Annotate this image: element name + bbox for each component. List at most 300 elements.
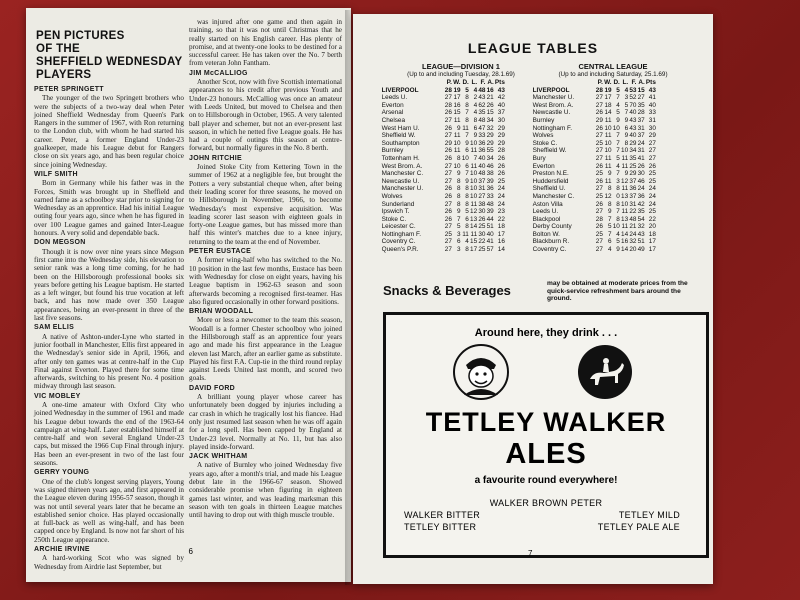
player-name: VIC MOBLEY (34, 392, 81, 400)
table-row (381, 185, 505, 193)
stat-cell: 32 (629, 238, 637, 246)
stat-cell: 11 (604, 162, 612, 170)
stat-cell: 11 (604, 154, 612, 162)
stat-cell: 24 (497, 200, 505, 208)
stat-cell: 19 (453, 86, 461, 94)
stat-cell: 25 (648, 208, 656, 216)
advert-headline: Around here, they drink . . . (474, 327, 618, 339)
stat-cell: 8 (616, 185, 620, 193)
stat-cell: 33 (648, 109, 656, 117)
beer-name: WALKER BROWN PETER (489, 498, 603, 508)
header-cell: A. (487, 79, 494, 86)
team-name: Newcastle U. (381, 177, 420, 185)
stat-cell: 26 (595, 177, 603, 185)
title-line: OF THE (36, 43, 80, 55)
table-row (532, 193, 656, 201)
title-line: SHEFFIELD WEDNESDAY (36, 56, 183, 68)
stat-cell: 27 (444, 162, 452, 170)
stat-cell: 26 (444, 208, 452, 216)
page-number: 7 (528, 549, 533, 558)
stat-cell: 13 (470, 215, 478, 223)
table-row (532, 163, 656, 171)
stat-cell: 29 (497, 139, 505, 147)
stat-cell: 26 (444, 192, 452, 200)
stat-cell: 47 (478, 124, 486, 132)
stat-cell: 11 (470, 200, 478, 208)
table-row (381, 231, 505, 239)
player-bio: A native of Ashton-under-Lyne who started in junior football in Manchester, Ellis first appeared in the Wednesday's senior side in April, 1966, and after only ten games was at centre-half in the Cup Final against Everton. Played there for some time afterwards, switching to his present No. 4 position midway through last season. (34, 332, 184, 391)
player-bio: A hard-working Scot who was signed by Wednesday from Airdrie last September, but (34, 554, 184, 571)
page-number: 6 (188, 547, 193, 556)
player-name: ARCHIE IRVINE (34, 546, 90, 554)
table-row (532, 132, 656, 140)
stat-cell: 9 (616, 246, 620, 254)
stat-cell: 11 (453, 132, 461, 140)
team-name: Coventry C. (532, 246, 567, 254)
table-row (532, 140, 656, 148)
stat-cell: 34 (486, 154, 494, 162)
stat-cell: 27 (444, 170, 452, 178)
stat-cell: 8 (465, 223, 469, 231)
stat-cell: 18 (497, 223, 505, 231)
table-row (381, 140, 505, 148)
stat-cell: 8 (465, 246, 469, 254)
team-name: Aston Villa (532, 200, 563, 208)
stat-cell: 7 (465, 109, 469, 117)
team-name: Preston N.E. (532, 170, 569, 178)
stat-cell: 14 (470, 223, 478, 231)
table-row (532, 238, 656, 246)
stat-cell: 35 (637, 208, 645, 216)
team-name: Bury (532, 154, 546, 162)
stat-cell: 10 (604, 147, 612, 155)
text-column-a (34, 18, 184, 572)
header-cell (381, 79, 444, 87)
stat-cell: 52 (629, 94, 637, 102)
header-cell: L. (471, 79, 478, 86)
stat-cell: 9 (624, 170, 629, 178)
stat-cell: 43 (497, 86, 505, 94)
stat-cell: 26 (637, 162, 645, 170)
table-row (532, 170, 656, 178)
beer-name: TETLEY PALE ALE (597, 522, 680, 532)
player-name: JACK WHITHAM (189, 453, 248, 461)
stat-cell: 3 (456, 246, 461, 254)
header-cell: D. (462, 79, 469, 86)
team-name: Queen's P.R. (381, 246, 419, 254)
stat-cell: 18 (648, 230, 656, 238)
stat-cell: 15 (453, 109, 461, 117)
stat-cell: 48 (486, 200, 494, 208)
stat-cell: 7 (616, 208, 620, 216)
stat-cell: 38 (486, 170, 494, 178)
table-row (532, 87, 656, 95)
stat-cell: 24 (648, 192, 656, 200)
stat-cell: 6 (456, 238, 461, 246)
stat-cell: 4 (616, 230, 620, 238)
stat-cell: 25 (478, 246, 486, 254)
stat-cell: 26 (648, 162, 656, 170)
stat-cell: 4 (616, 101, 620, 109)
team-name: Newcastle U. (532, 109, 571, 117)
stat-cell: 25 (595, 139, 603, 147)
table-row (381, 170, 505, 178)
player-bio: A brilliant young player whose career has unfortunately been dogged by injuries including a car crash in which he tragically lost his fiancee. Had only just resumed last season when he was off again for a long spell. Has been capped by England at Under-23 level. Normally at No. 11, but has also played inside-forward. (189, 393, 342, 451)
player-name: SAM ELLIS (34, 324, 75, 332)
table-row (381, 147, 505, 155)
text-column-b (189, 18, 342, 521)
stat-cell: 16 (621, 238, 629, 246)
central-league-table (532, 62, 694, 254)
standings-table (532, 79, 656, 254)
stat-cell: 38 (478, 200, 486, 208)
team-name: Manchester U. (381, 185, 424, 193)
stat-cell: 48 (478, 170, 486, 178)
stat-cell: 24 (497, 185, 505, 193)
stat-cell: 9 (473, 132, 478, 140)
stat-cell: 11 (470, 162, 478, 170)
player-name: WILF SMITH (34, 170, 78, 178)
stat-cell: 30 (478, 208, 486, 216)
stat-cell: 8 (465, 200, 469, 208)
stat-cell: 17 (648, 246, 656, 254)
stat-cell: 30 (648, 124, 656, 132)
stat-cell: 15 (637, 86, 645, 94)
tetley-walker-advert (383, 312, 709, 558)
stat-cell: 9 (607, 208, 612, 216)
stat-cell: 29 (486, 139, 494, 147)
player-bio: More or less a newcomer to the team this season, Woodall is a former Chester schoolboy who joined the Hillsborough staff as an apprentice four years ago and made his first appearance in the League eleven last March, after an earlier game as substitute. Played his first F.A. Cup-tie in the third round replay against Leeds United last month, and scored two goals. (189, 316, 342, 383)
stat-cell: 24 (648, 200, 656, 208)
stat-cell: 21 (629, 223, 637, 231)
stat-cell: 10 (604, 124, 612, 132)
stat-cell: 16 (453, 101, 461, 109)
stat-cell: 29 (648, 132, 656, 140)
team-name: Manchester U. (532, 94, 575, 102)
snacks-notice (383, 280, 693, 308)
stat-cell: 20 (648, 223, 656, 231)
player-profiles-b (189, 18, 342, 520)
stat-cell: 42 (497, 94, 505, 102)
table-row (381, 223, 505, 231)
stat-cell: 20 (629, 246, 637, 254)
stat-cell: 40 (497, 101, 505, 109)
stat-cell: 27 (595, 154, 603, 162)
stat-cell: 10 (612, 124, 620, 132)
stat-cell: 28 (637, 109, 645, 117)
team-name: Sheffield W. (532, 147, 567, 155)
stat-cell: 9 (624, 116, 629, 124)
stat-cell: 7 (616, 147, 620, 155)
league-name: LEAGUE—DIVISION 1 (422, 62, 500, 71)
stat-cell: 8 (465, 94, 469, 102)
stat-cell: 29 (497, 132, 505, 140)
stat-cell: 29 (486, 132, 494, 140)
stat-cell: 15 (486, 109, 494, 117)
team-name: Blackburn R. (532, 238, 570, 246)
stat-cell: 17 (648, 238, 656, 246)
stat-cell: 8 (456, 192, 461, 200)
stat-cell: 27 (444, 116, 452, 124)
stat-cell: 7 (616, 139, 620, 147)
team-name: Sunderland (381, 200, 415, 208)
stat-cell: 31 (637, 147, 645, 155)
stat-cell: 8 (607, 200, 612, 208)
stat-cell: 10 (470, 185, 478, 193)
snacks-logo: Snacks & Beverages (383, 283, 511, 298)
stat-cell: 16 (497, 238, 505, 246)
stat-cell: 53 (629, 86, 637, 94)
stat-cell: 8 (465, 116, 469, 124)
table-row (532, 125, 656, 133)
stat-cell: 36 (478, 139, 486, 147)
beer-name: WALKER BITTER (404, 510, 481, 520)
brand-name: TETLEY WALKER (425, 407, 667, 437)
stat-cell: 12 (604, 192, 612, 200)
stat-cell: 25 (497, 177, 505, 185)
stat-cell: 14 (621, 246, 629, 254)
header-cell: F. (480, 79, 486, 86)
stat-cell: 27 (595, 94, 603, 102)
stat-cell: 26 (497, 162, 505, 170)
stat-cell: 11 (462, 230, 469, 238)
table-row (381, 193, 505, 201)
stat-cell: 0 (616, 192, 620, 200)
header-cell: F. (631, 79, 637, 86)
stat-cell: 40 (648, 101, 656, 109)
stat-cell: 49 (637, 246, 645, 254)
table-row (532, 246, 656, 254)
table-row (532, 109, 656, 117)
stat-cell: 27 (595, 208, 603, 216)
header-cell: A. (638, 79, 645, 86)
league-tables-title: LEAGUE TABLES (467, 40, 599, 56)
title-line: PLAYERS (36, 69, 92, 81)
stat-cell: 14 (621, 230, 629, 238)
stat-cell: 11 (621, 208, 629, 216)
stat-cell: 22 (478, 238, 486, 246)
team-name: Everton (381, 101, 404, 109)
beer-name: TETLEY MILD (618, 510, 680, 520)
table-row (381, 178, 505, 186)
table-row (381, 117, 505, 125)
stat-cell: 7 (607, 215, 612, 223)
stat-cell: 11 (470, 147, 478, 155)
stat-cell: 25 (629, 162, 637, 170)
stat-cell: 10 (470, 170, 478, 178)
stat-cell: 5 (465, 208, 469, 216)
stat-cell: 37 (637, 116, 645, 124)
stat-cell: 27 (444, 223, 452, 231)
stat-cell: 26 (595, 200, 603, 208)
stat-cell: 9 (624, 132, 629, 140)
stat-cell: 3 (616, 177, 620, 185)
player-bio: Joined Stoke City from Kettering Town in the summer of 1962 at a negligible fee, but brought the Potters a very substantial cheque when, after being their leading scorer for three seasons, he moved on to Hillsborough in November, 1966, to become Wednesday's most expensive acquisition. Was leading scorer last season with eighteen goals in forty-one League games, but has missed more than half this winter's matches due to a knee injury, returning to the team at the end of November. (189, 163, 342, 246)
stat-cell: 27 (595, 246, 603, 254)
team-name: Leicester C. (381, 223, 416, 231)
player-bio: was injured after one game and then again in training, so that it was not until Christmas that he really started on his English career. Has plenty of promise, and at twenty-one looks to be destined for a successful career. He has taken over the No. 7 berth from veteran John Fantham. (189, 18, 342, 68)
standings-table (381, 79, 505, 254)
stat-cell: 25 (444, 230, 452, 238)
stat-cell: 37 (497, 109, 505, 117)
player-profiles-a (34, 86, 184, 571)
stat-cell: 6 (624, 124, 629, 132)
table-row (381, 109, 505, 117)
stat-cell: 5 (616, 86, 620, 94)
stat-cell: 11 (621, 223, 629, 231)
table-row (532, 185, 656, 193)
stat-cell: 7 (616, 94, 620, 102)
brand-ales: ALES (505, 438, 587, 470)
advert-tagline: a favourite round everywhere! (474, 475, 618, 486)
stat-cell: 34 (629, 147, 637, 155)
stat-cell: 27 (595, 132, 603, 140)
stat-cell: 10 (612, 223, 620, 231)
team-name: Tottenham H. (381, 154, 420, 162)
stat-cell: 29 (497, 124, 505, 132)
stat-cell: 30 (478, 230, 486, 238)
table-row (532, 216, 656, 224)
stat-cell: 48 (478, 116, 486, 124)
stat-cell: 8 (624, 139, 629, 147)
table-row (381, 163, 505, 171)
stat-cell: 32 (486, 124, 494, 132)
stat-cell: 8 (456, 185, 461, 193)
stat-cell: 17 (604, 94, 612, 102)
stat-cell: 26 (486, 101, 494, 109)
stat-cell: 25 (595, 192, 603, 200)
stat-cell: 10 (453, 139, 461, 147)
stat-cell: 7 (616, 132, 620, 140)
stat-cell: 27 (637, 94, 645, 102)
stat-cell: 27 (444, 94, 452, 102)
stat-cell: 6 (473, 124, 478, 132)
stat-cell: 7 (473, 154, 478, 162)
stat-cell: 11 (621, 154, 629, 162)
header-cell: D. (613, 79, 620, 86)
stat-cell: 18 (604, 101, 612, 109)
table-row (381, 216, 505, 224)
stat-cell: 8 (456, 177, 461, 185)
stat-cell: 6 (465, 147, 469, 155)
team-name: Derby County (532, 223, 572, 231)
player-bio: A native of Burnley who joined Wednesday five years ago, after a month's trial, and made his League debut late in the 1966-67 season. Showed considerable promise when figuring in eighteen games last winter, and was leading marksman this season with ten goals in thirteen League matches until having to drop out with thigh muscle trouble. (189, 461, 342, 520)
stat-cell: 26 (595, 109, 603, 117)
stat-cell: 9 (456, 170, 461, 178)
team-name: Wolves (381, 192, 403, 200)
division-1-table (381, 62, 541, 254)
table-row (532, 208, 656, 216)
stat-cell: 24 (637, 185, 645, 193)
programme-page-left (26, 8, 351, 582)
table-row (381, 132, 505, 140)
stat-cell: 43 (629, 124, 637, 132)
stat-cell: 57 (486, 246, 494, 254)
table-row (532, 223, 656, 231)
table-row (381, 201, 505, 209)
table-row (532, 117, 656, 125)
stat-cell: 37 (629, 177, 637, 185)
stat-cell: 29 (595, 116, 603, 124)
table-row (381, 246, 505, 254)
team-name: Ipswich T. (381, 208, 410, 216)
team-name: Leeds U. (532, 208, 559, 216)
player-name: JIM McCALLIOG (189, 69, 248, 77)
player-name: DON MEGSON (34, 239, 86, 247)
stat-cell: 2 (473, 94, 478, 102)
stat-cell: 26 (444, 154, 452, 162)
stat-cell: 12 (621, 177, 629, 185)
team-name: Everton (532, 162, 555, 170)
stat-cell: 11 (453, 147, 461, 155)
header-cell: P. (597, 79, 603, 86)
stat-cell: 9 (616, 116, 620, 124)
stat-cell: 27 (595, 185, 603, 193)
stat-cell: 31 (648, 116, 656, 124)
team-name: Blackpool (532, 215, 561, 223)
player-name: JOHN RITCHIE (189, 154, 242, 162)
stat-cell: 15 (470, 238, 478, 246)
stat-cell: 30 (637, 170, 645, 178)
stat-cell: 40 (486, 230, 494, 238)
stat-cell: 8 (456, 200, 461, 208)
header-cell: L. (622, 79, 629, 86)
stat-cell: 10 (470, 177, 478, 185)
stat-cell: 30 (497, 116, 505, 124)
stat-cell: 7 (465, 132, 469, 140)
stat-cell: 62 (478, 101, 486, 109)
stat-cell: 7 (616, 170, 620, 178)
table-row (532, 155, 656, 163)
programme-page-right (353, 14, 713, 584)
player-name: PETER SPRINGETT (34, 86, 104, 93)
stat-cell: 3 (624, 94, 629, 102)
stat-cell: 4 (616, 162, 620, 170)
team-name: Burnley (381, 147, 404, 155)
stat-cell: 4 (473, 86, 478, 94)
team-name: Huddersfield (532, 177, 569, 185)
stat-cell: 17 (497, 230, 505, 238)
stat-cell: 33 (486, 192, 494, 200)
pen-pictures-title (36, 30, 184, 82)
team-name: Arsenal (381, 109, 404, 117)
stat-cell: 7 (465, 170, 469, 178)
stat-cell: 8 (465, 185, 469, 193)
stat-cell: 41 (486, 238, 494, 246)
stat-cell: 5 (607, 223, 612, 231)
header-cell: W. (604, 79, 612, 86)
player-name: BRIAN WOODALL (189, 308, 254, 316)
stat-cell: 5 (616, 238, 620, 246)
team-name: LIVERPOOL (381, 86, 419, 94)
stat-cell: 5 (616, 154, 620, 162)
stat-cell: 26 (478, 215, 486, 223)
player-bio: Though it is now over nine years since Megson first came into the Wednesday side, his elevation to senior rank was a long time coming, for he had been on the Hillsborough professional books six years before getting his League baptism. He started as a left winger, but found his true vocation at left back, and has now made over 350 League appearances, being an ever-present in three of the last five seasons. (34, 247, 184, 323)
header-cell: Pts (645, 79, 656, 86)
stat-cell: 10 (461, 154, 469, 162)
stat-cell: 11 (462, 124, 469, 132)
team-name: Southampton (381, 139, 420, 147)
stat-cell: 8 (616, 215, 620, 223)
stat-cell: 37 (478, 177, 486, 185)
stat-cell: 26 (444, 147, 452, 155)
stat-cell: 13 (621, 192, 629, 200)
player-bio: The younger of the two Springett brothers who were the subjects of a two-way deal when Peter joined Sheffield Wednesday from Queen's Park Rangers in the summer of 1967, with Ron returning to the London club, with whom he had started his career. Peter, a former England Under-23 goalkeeper, made his League debut for Rangers close on six years ago, and has been regular choice since joining Wednesday. (34, 94, 184, 169)
team-name: Chelsea (381, 116, 406, 124)
stat-cell: 27 (444, 132, 452, 140)
stat-cell: 28 (444, 86, 452, 94)
stat-cell: 25 (595, 170, 603, 178)
